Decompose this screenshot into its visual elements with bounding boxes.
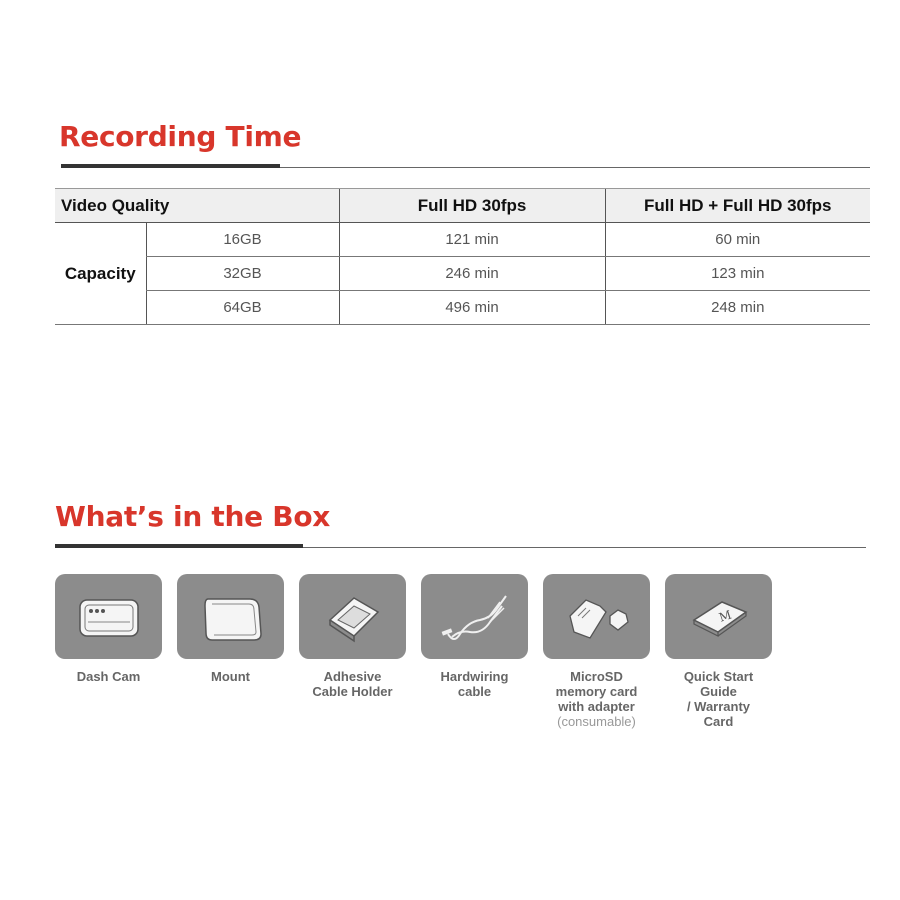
adhesive-cable-holder-icon: [308, 582, 398, 652]
recording-time-title: Recording Time: [59, 120, 302, 153]
dash-cam-icon: [64, 582, 154, 652]
box-items: [55, 574, 787, 729]
time-dual: 60 min: [605, 223, 870, 257]
table-row: [55, 257, 870, 291]
hardwiring-cable-icon: [430, 582, 520, 652]
item-label: Hardwiring cable: [440, 669, 509, 699]
item-label: Quick Start Guide / Warranty Card: [683, 669, 754, 729]
time-dual: 123 min: [605, 257, 870, 291]
item-label: MicroSD memory card with adapter: [555, 669, 638, 714]
tile: [665, 574, 772, 659]
video-quality-header: Video Quality: [55, 189, 339, 223]
table-row: [55, 291, 870, 325]
capacity-size: 32GB: [146, 257, 339, 291]
capacity-size: 64GB: [146, 291, 339, 325]
box-item-dash-cam: [55, 574, 162, 729]
table-header-row: [55, 189, 870, 223]
recording-time-table: [55, 188, 870, 325]
time-dual: 248 min: [605, 291, 870, 325]
box-item-microsd: [543, 574, 650, 729]
tile: [177, 574, 284, 659]
tile: [421, 574, 528, 659]
time-single: 496 min: [339, 291, 605, 325]
mount-icon: [186, 582, 276, 652]
full-hd-dual-header: Full HD + Full HD 30fps: [605, 189, 870, 223]
capacity-size: 16GB: [146, 223, 339, 257]
recording-title-underline: [61, 164, 280, 168]
item-label: Dash Cam: [76, 669, 141, 684]
capacity-label: Capacity: [55, 223, 146, 325]
item-label: Adhesive Cable Holder: [312, 669, 393, 699]
svg-text:M: M: [716, 607, 733, 625]
time-single: 121 min: [339, 223, 605, 257]
box-title-underline: [55, 544, 303, 548]
item-note: (consumable): [557, 714, 636, 729]
box-item-cable-holder: [299, 574, 406, 729]
table-row: [55, 223, 870, 257]
quick-start-guide-icon: [674, 582, 764, 652]
whats-in-box-title: What’s in the Box: [55, 500, 331, 533]
box-item-hardwiring: [421, 574, 528, 729]
tile: [55, 574, 162, 659]
item-label: Mount: [211, 669, 250, 684]
microsd-card-icon: [552, 582, 642, 652]
full-hd-30fps-header: Full HD 30fps: [339, 189, 605, 223]
tile: [543, 574, 650, 659]
time-single: 246 min: [339, 257, 605, 291]
box-item-quick-start: [665, 574, 772, 729]
tile: [299, 574, 406, 659]
box-item-mount: [177, 574, 284, 729]
